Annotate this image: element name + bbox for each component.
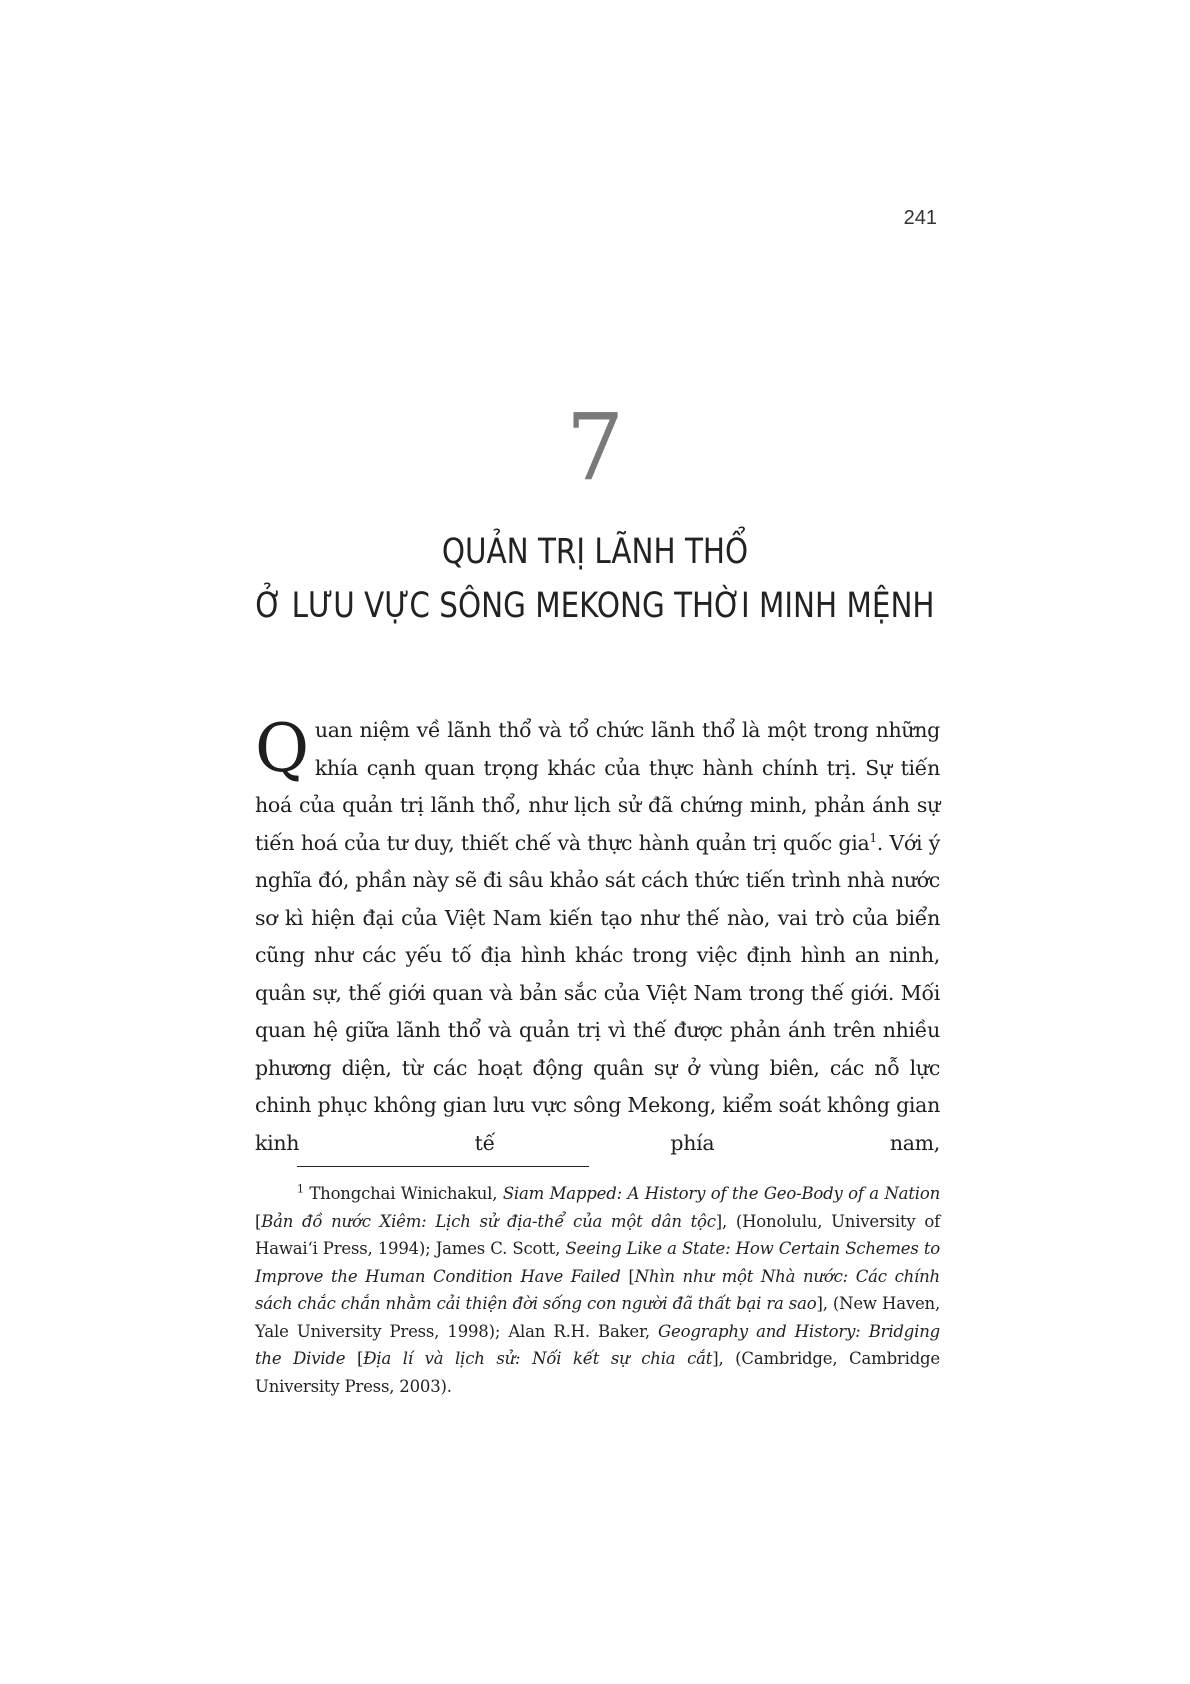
footnote-title-italic: Nhìn như một Nhà nước: Các chính sách chắc chắn nhằm cải thiện đời sống con người đã thất bại ra sao — [255, 1266, 940, 1313]
footnote-title-italic: Seeing Like a State: How Certain Schemes to Improve the Human Condition Have Failed — [255, 1239, 940, 1286]
footnote-title-italic: Bản đồ nước Xiêm: Lịch sử địa-thể của một dân tộc — [261, 1211, 716, 1231]
footnote-text: ], (New Haven, Yale University Press, 1998); Alan R.H. Baker, — [255, 1294, 940, 1341]
body-text-part-1: uan niệm về lãnh thổ và tổ chức lãnh thổ là một trong những khía cạnh quan trọng khác của thực hành chính trị. Sự tiến hoá của quản trị lãnh thổ, như lịch sử đã chứng minh, phản ánh sự tiến hoá của tư duy, thiết chế và thực hành quản trị quốc gia — [255, 718, 940, 855]
footnote-text: ], (Cambridge, Cambridge University Press, 2003). — [255, 1349, 940, 1396]
footnote-marker: 1 — [297, 1182, 304, 1196]
footnote-title-italic: Siam Mapped: A History of the Geo-Body of a Nation — [502, 1184, 940, 1203]
footnote-text: Thongchai Winichakul, — [303, 1184, 503, 1203]
page-number: 241 — [903, 207, 937, 229]
footnote-text: [ — [255, 1211, 262, 1231]
footnote-title-italic: Geography and History: Bridging the Divide — [255, 1321, 940, 1368]
footnote-text: [ — [620, 1266, 635, 1286]
footnote — [255, 1180, 940, 1400]
chapter-number: 7 — [565, 394, 625, 501]
body-text-part-2: . Với ý nghĩa đó, phần này sẽ đi sâu khảo sát cách thức tiến trình nhà nước sơ kì hiện đại của Việt Nam kiến tạo như thế nào, vai trò của biển cũng như các yếu tố địa hình khác trong việc định hình an ninh, quân sự, thế giới quan và bản sắc của Việt Nam trong thế giới. Mối quan hệ giữa lãnh thổ và quản trị vì thế được phản ánh trên nhiều phương diện, từ các hoạt động quân sự ở vùng biên, các nỗ lực chinh phục không gian lưu vực sông Mekong, kiểm soát không gian kinh tế phía nam, — [255, 830, 940, 1155]
footnote-divider — [297, 1166, 589, 1167]
footnote-title-italic: Địa lí và lịch sử: Nối kết sự chia cắt — [363, 1349, 713, 1368]
chapter-title-line-2: Ở LƯU VỰC SÔNG MEKONG THỜI MINH MỆNH — [255, 586, 935, 626]
footnote-text: ], (Honolulu, University of Hawai‘i Press, 1994); James C. Scott, — [255, 1211, 940, 1258]
chapter-title — [95, 525, 1095, 633]
footnote-reference: 1 — [869, 830, 877, 845]
drop-cap: Q — [255, 710, 309, 787]
footnote-text: [ — [345, 1349, 364, 1368]
chapter-title-line-1: QUẢN TRỊ LÃNH THỔ — [441, 532, 749, 572]
body-paragraph — [255, 712, 940, 1162]
